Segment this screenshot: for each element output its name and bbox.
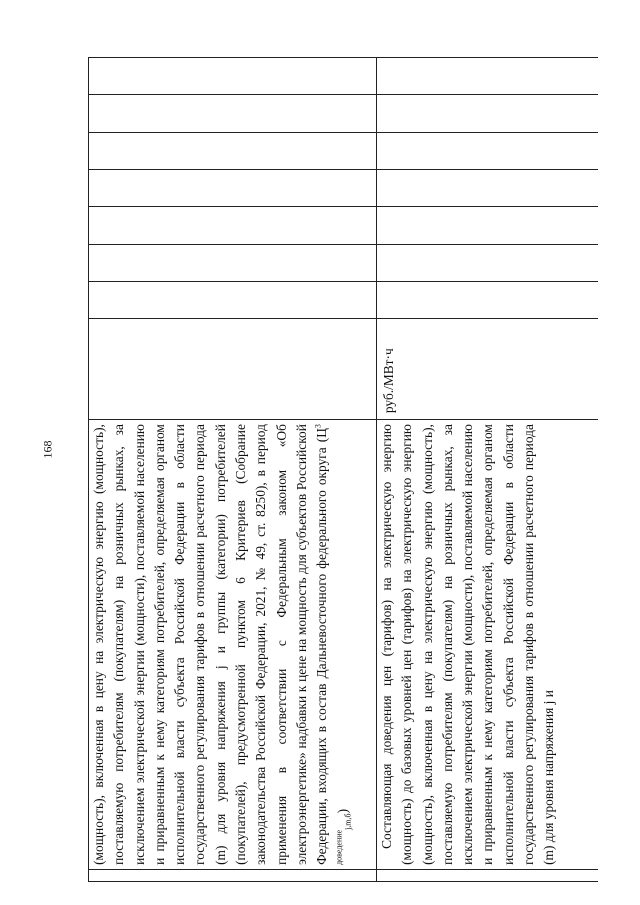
value-cell — [89, 170, 377, 207]
rotated-table-content — [88, 57, 598, 882]
row-number-cell — [377, 869, 599, 881]
value-cell — [377, 281, 599, 318]
value-cell — [377, 207, 599, 244]
value-cell — [377, 244, 599, 281]
table-row — [377, 58, 599, 882]
description-cell — [377, 420, 599, 870]
value-cell — [89, 244, 377, 281]
unit-label: руб./МВт·ч — [381, 348, 396, 414]
value-cell — [89, 207, 377, 244]
value-cell — [89, 95, 377, 132]
value-cell — [89, 132, 377, 169]
value-cell — [377, 132, 599, 169]
tariff-table — [88, 57, 598, 882]
page-number: 168 — [40, 440, 55, 459]
value-cell — [377, 170, 599, 207]
formula-superscript: 3 доведение — [313, 424, 344, 865]
value-cell — [89, 281, 377, 318]
value-cell — [377, 58, 599, 95]
unit-cell — [377, 319, 599, 420]
description-cell — [89, 420, 377, 870]
value-cell — [89, 58, 377, 95]
formula-close: ) — [334, 808, 350, 814]
unit-cell — [89, 319, 377, 420]
row2-description: Составляющая доведения цен (тарифов) на электрическую энергию (мощность) до базовых уровней цен (тарифов) на электрическую энергию (мощность), включенная в цену на электрическую энергию (мощность), поставляемую потребителям (покупателям) на розничных рынках, за исключением электрической энергии (мощности), поставляемой населению и приравненным к нему категориям потребителей, определяемая органом исполнительной власти субъекта Российской Федерации в области государственного регулирования тарифов в отношении расчетного периода (m) для уровня напряжения j и — [379, 424, 557, 865]
row1-description: (мощность), включенная в цену на электрическую энергию (мощность), поставляемую потребителям (покупателям) на розничных рынках, за исключением электрической энергии (мощности), поставляемой населению и приравненным к нему категориям потребителей, определяемая органом исполнительной власти субъекта Российской Федерации в области государственного регулирования тарифов в отношении расчетного периода (m) для уровня напряжения j и группы (категории) потребителей (покупателей), предусмотренной пунктом 6 Критериев (Собрание законодательства Российской Федерации, 2021, № 49, ст. 8250), в период применения в соответствии с Федеральным законом «Об электроэнергетике» надбавки к цене на мощность для субъектов Российской Федерации, входящих в состав Дальневосточного федерального округа (Ц — [91, 424, 330, 865]
rotated-table-wrapper — [88, 57, 598, 882]
row-number-cell — [89, 869, 377, 881]
formula-subscript: j,m,б — [343, 813, 353, 830]
value-cell — [377, 95, 599, 132]
table-row — [89, 58, 377, 882]
